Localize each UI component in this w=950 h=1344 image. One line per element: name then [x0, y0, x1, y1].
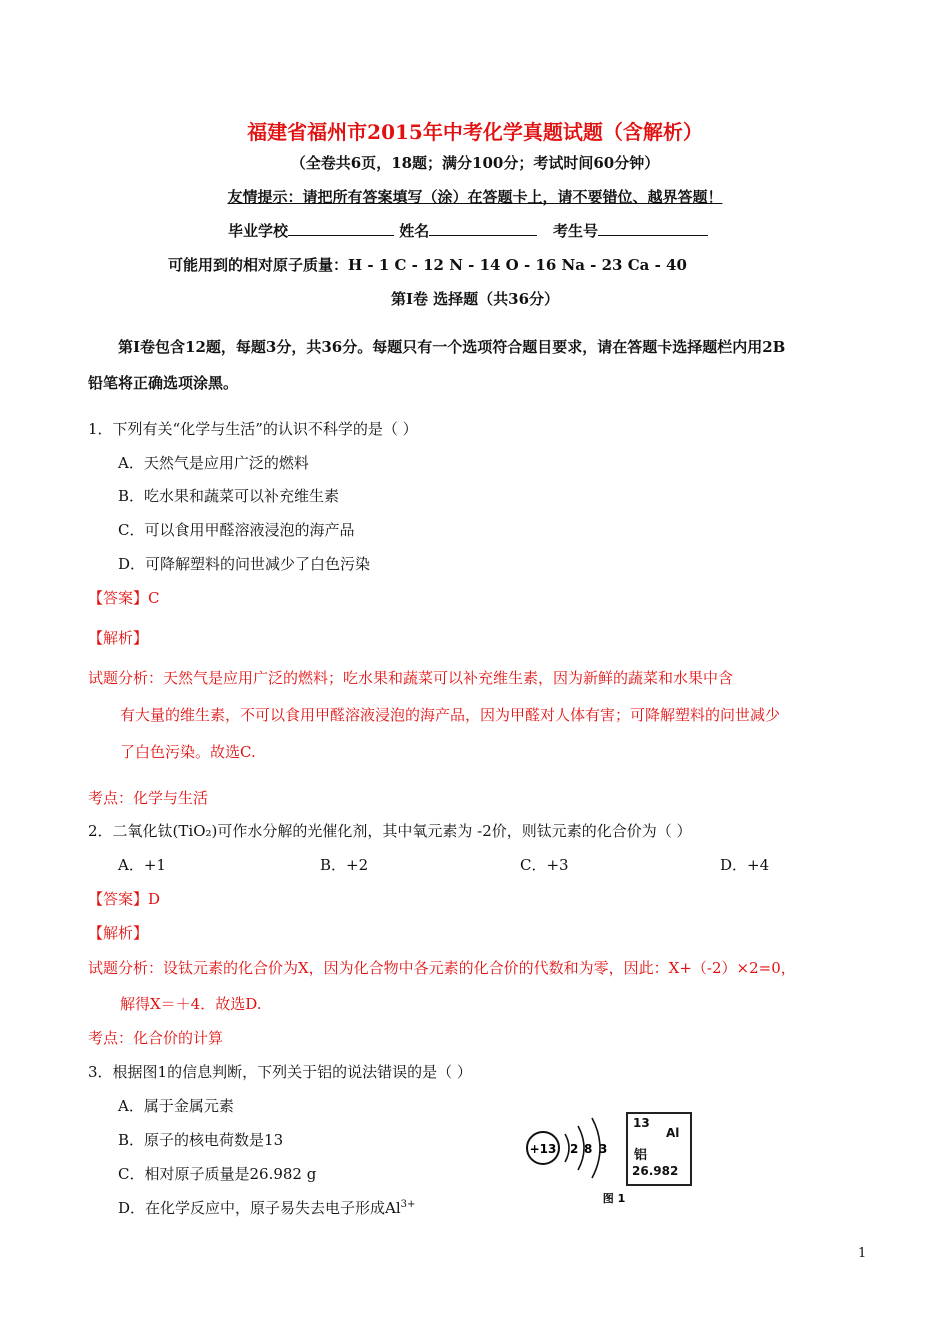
q1-analysis-line1: 试题分析：天然气是应用广泛的燃料；吃水果和蔬菜可以补充维生素，因为新鲜的蔬菜和水果中含 — [88, 669, 734, 687]
q1-kaodian: 考点：化学与生活 — [88, 789, 209, 807]
school-label: 毕业学校 — [228, 222, 289, 240]
q1-option-b: B．吃水果和蔬菜可以补充维生素 — [118, 487, 340, 505]
shell-1-electrons: 2 — [570, 1142, 579, 1156]
q2-stem: 2．二氧化钛(TiO₂)可作水分解的光催化剂，其中氧元素为 -2价，则钛元素的化合价为（ ） — [88, 822, 692, 840]
element-mass: 26.982 — [632, 1164, 679, 1178]
exam-subtitle: （全卷共6页，18题；满分100分；考试时间60分钟） — [290, 154, 660, 172]
friendly-tip: 友情提示：请把所有答案填写（涂）在答题卡上，请不要错位、越界答题！ — [227, 188, 723, 206]
element-atomic-number: 13 — [633, 1116, 650, 1130]
q1-analysis-label: 【解析】 — [88, 629, 149, 647]
q3-option-d-text: D．在化学反应中，原子易失去电子形成Al — [118, 1199, 401, 1217]
student-info-row — [228, 220, 708, 241]
page-title: 福建省福州市2015年中考化学真题试题（含解析） — [247, 120, 703, 144]
school-blank — [288, 221, 394, 236]
atomic-masses: 可能用到的相对原子质量：H - 1 C - 12 N - 14 O - 16 Na - 23 Ca - 40 — [168, 256, 687, 274]
nucleus-charge: +13 — [529, 1142, 557, 1156]
q3-stem: 3．根据图1的信息判断，下列关于铝的说法错误的是（ ） — [88, 1063, 472, 1081]
page-number: 1 — [858, 1246, 867, 1261]
shell-1-arc — [565, 1134, 569, 1162]
q1-analysis-line3: 了白色污染。故选C. — [120, 743, 256, 761]
q2-analysis-line1: 试题分析：设钛元素的化合价为X，因为化合物中各元素的化合价的代数和为零，因此：X+（-2）×2=0， — [88, 959, 796, 977]
figure-caption: 图 1 — [602, 1192, 626, 1204]
q1-option-d: D．可降解塑料的问世减少了白色污染 — [118, 555, 371, 573]
element-name: 铝 — [634, 1148, 648, 1163]
q1-option-c: C．可以食用甲醛溶液浸泡的海产品 — [118, 521, 355, 539]
exam-id-blank — [598, 221, 708, 236]
q2-answer: 【答案】D — [88, 890, 161, 908]
q2-analysis-label: 【解析】 — [88, 924, 149, 942]
name-label: 姓名 — [399, 222, 430, 240]
element-card — [626, 1112, 692, 1186]
q3-option-a: A．属于金属元素 — [118, 1097, 234, 1115]
shell-2-electrons: 8 — [584, 1142, 593, 1156]
section-title: 第Ⅰ卷 选择题（共36分） — [390, 290, 560, 308]
q2-option-b: B．+2 — [320, 856, 369, 874]
shell-3-electrons: 3 — [599, 1142, 608, 1156]
q2-option-a: A．+1 — [118, 856, 166, 874]
q3-option-b: B．原子的核电荷数是13 — [118, 1131, 284, 1149]
q2-option-d: D．+4 — [720, 856, 770, 874]
element-symbol: Al — [666, 1126, 680, 1140]
q2-option-c: C．+3 — [520, 856, 569, 874]
section-intro-line1: 第Ⅰ卷包含12题，每题3分，共36分。每题只有一个选项符合题目要求，请在答题卡选择题栏内用2B — [118, 338, 786, 356]
q1-answer: 【答案】C — [88, 589, 160, 607]
q3-option-d-charge: 3+ — [400, 1199, 416, 1210]
q1-analysis-line2: 有大量的维生素，不可以食用甲醛溶液浸泡的海产品，因为甲醛对人体有害；可降解塑料的问世减少 — [120, 706, 781, 724]
q2-analysis-line2: 解得X＝＋4．故选D. — [120, 995, 262, 1013]
q3-option-c: C．相对原子质量是26.982 g — [118, 1165, 317, 1183]
name-blank — [429, 221, 537, 236]
q1-stem: 1．下列有关“化学与生活”的认识不科学的是（ ） — [88, 420, 418, 438]
q3-option-d — [118, 1197, 415, 1218]
exam-id-label: 考生号 — [552, 222, 598, 240]
q1-option-a: A．天然气是应用广泛的燃料 — [118, 454, 309, 472]
section-intro-line2: 铅笔将正确选项涂黑。 — [88, 374, 239, 392]
q2-kaodian: 考点：化合价的计算 — [88, 1029, 224, 1047]
